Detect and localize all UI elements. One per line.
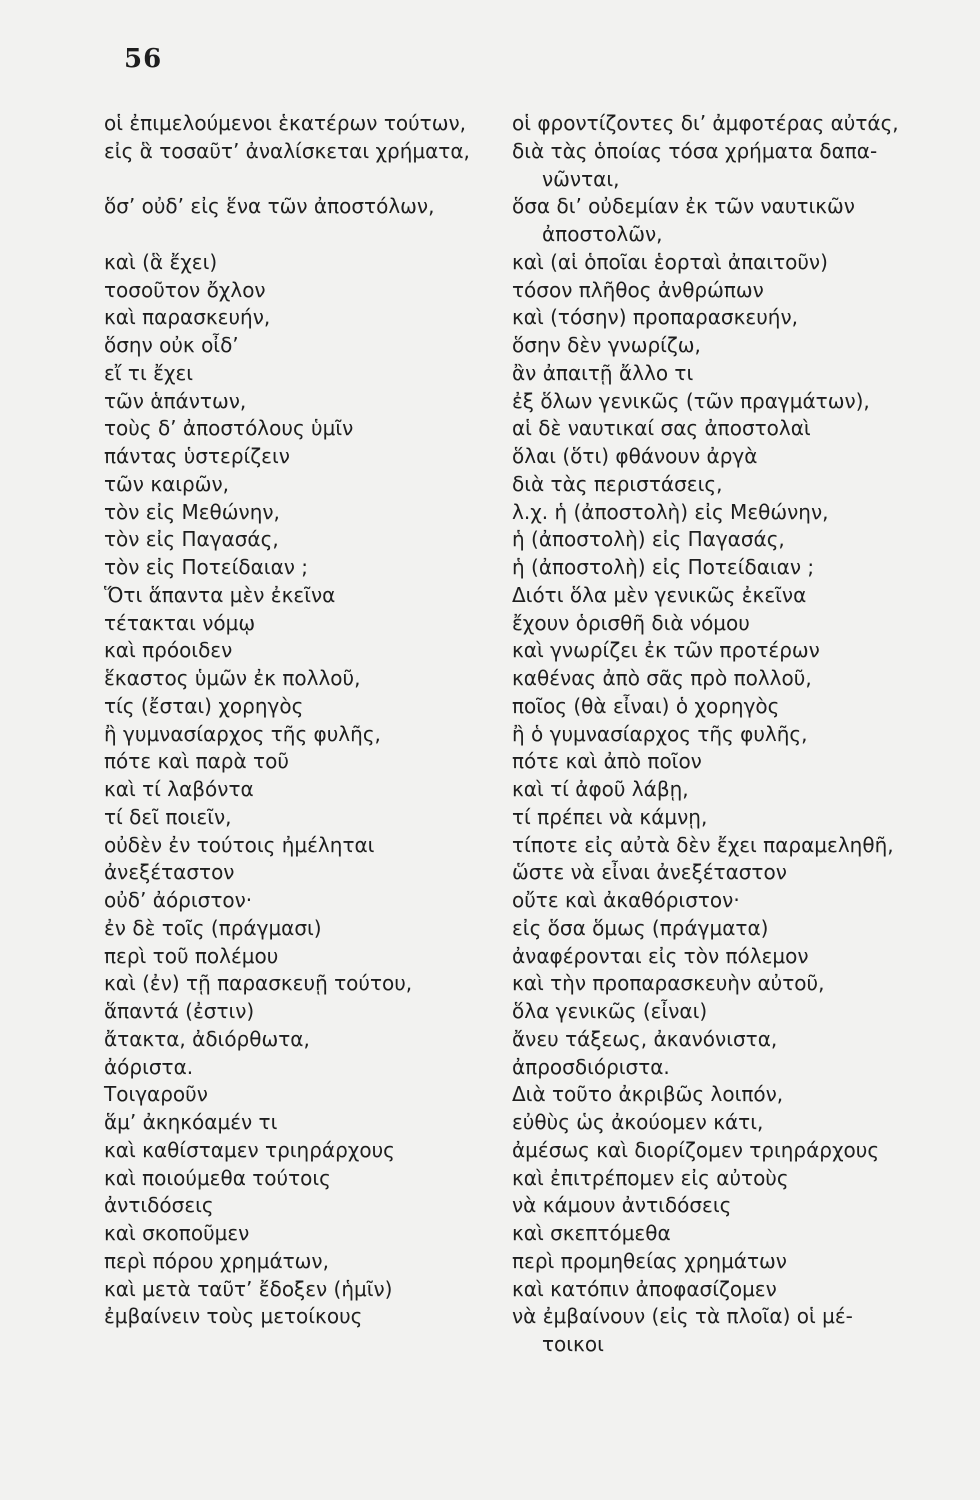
text-line: τίς (ἔσται) χορηγὸς	[104, 693, 304, 718]
text-line: οὐδὲν ἐν τούτοις ἠμέληται	[104, 832, 375, 857]
text-line: εἰς ὅσα ὅμως (πράγματα)	[512, 915, 769, 940]
text-line: ἐμβαίνειν τοὺς μετοίκους	[104, 1304, 363, 1329]
text-line: τοσοῦτον ὄχλον	[104, 277, 266, 302]
text-line: καὶ (αἱ ὁποῖαι ἑορταὶ ἀπαιτοῦν)	[512, 249, 828, 274]
text-line: πότε καὶ παρὰ τοῦ	[104, 749, 289, 774]
text-line: νὰ κάμουν ἀντιδόσεις	[512, 1193, 732, 1218]
text-line: λ.χ. ἡ (ἀποστολὴ) εἰς Μεθώνην,	[512, 499, 829, 524]
text-line: πάντας ὑστερίζειν	[104, 444, 290, 468]
text-line: ἀνεξέταστον	[104, 860, 235, 885]
text-line: τῶν καιρῶν,	[104, 471, 230, 496]
text-line: πότε καὶ ἀπὸ ποῖον	[512, 749, 702, 774]
text-line: καὶ ποιούμεθα τούτοις	[104, 1165, 331, 1190]
text-line: καὶ (τόσην) προπαρασκευήν,	[512, 305, 798, 330]
text-line: ἄτακτα, ἀδιόρθωτα,	[104, 1026, 310, 1051]
text-line: ὅσα δι’ οὐδεμίαν ἐκ τῶν ναυτικῶν	[512, 194, 855, 219]
text-line: ὥστε νὰ εἶναι ἀνεξέταστον	[512, 860, 787, 885]
text-line: διὰ τὰς ὁποίας τόσα χρήματα δαπα-	[512, 138, 878, 163]
text-line: ἄνευ τάξεως, ἀκανόνιστα,	[512, 1026, 778, 1051]
text-line: ὅσην δὲν γνωρίζω,	[512, 333, 701, 357]
text-line: καὶ σκοποῦμεν	[104, 1221, 250, 1245]
text-line: τοὺς δ’ ἀποστόλους ὑμῖν	[104, 416, 354, 441]
text-line: ἢ γυμνασίαρχος τῆς φυλῆς,	[104, 721, 381, 746]
text-line: οὐδ’ ἀόριστον·	[104, 888, 253, 912]
text-line: ἀόριστα.	[104, 1054, 194, 1079]
text-line: εἴ τι ἔχει	[104, 360, 194, 385]
text-line: ὅλαι (ὅτι) φθάνουν ἀργὰ	[512, 444, 758, 468]
text-line: Διὰ τοῦτο ἀκριβῶς λοιπόν,	[512, 1082, 784, 1107]
text-line: αἱ δὲ ναυτικαί σας ἀποστολαὶ	[512, 416, 811, 441]
text-line: ἀπροσδιόριστα.	[512, 1054, 670, 1079]
text-line: ποῖος (θὰ εἶναι) ὁ χορηγὸς	[512, 693, 780, 718]
text-line: καὶ κατόπιν ἀποφασίζομεν	[512, 1276, 777, 1301]
text-line: τὸν εἰς Μεθώνην,	[104, 499, 280, 524]
text-line: καὶ καθίσταμεν τριηράρχους	[104, 1137, 395, 1162]
text-line: καὶ (ἐν) τῇ παρασκευῇ τούτου,	[104, 971, 413, 996]
text-line: ἕκαστος ὑμῶν ἐκ πολλοῦ,	[104, 666, 361, 690]
text-line: ἅπαντά (ἐστιν)	[104, 999, 255, 1023]
text-line: εὐθὺς ὡς ἀκούομεν κάτι,	[512, 1110, 764, 1134]
text-line: καὶ (ἃ ἔχει)	[104, 249, 218, 274]
text-line: ἀντιδόσεις	[104, 1193, 214, 1218]
text-line: τὸν εἰς Ποτείδαιαν ;	[104, 555, 309, 579]
text-line: ἢ ὁ γυμνασίαρχος τῆς φυλῆς,	[512, 721, 808, 746]
text-line: ἀναφέρονται εἰς τὸν πόλεμον	[512, 943, 809, 968]
text-line: καὶ τὴν προπαρασκευὴν αὐτοῦ,	[512, 971, 825, 996]
text-line: τίποτε εἰς αὐτὰ δὲν ἔχει παραμεληθῆ,	[512, 832, 894, 857]
text-line: οἱ φροντίζοντες δι’ ἀμφοτέρας αὐτάς,	[512, 111, 899, 135]
text-line: ἡ (ἀποστολὴ) εἰς Ποτείδαιαν ;	[512, 555, 815, 579]
text-line: καὶ παρασκευήν,	[104, 305, 271, 330]
text-line: καὶ τί ἀφοῦ λάβῃ,	[512, 777, 689, 801]
text-line: εἰς ἃ τοσαῦτ’ ἀναλίσκεται χρήματα,	[104, 138, 470, 163]
text-line: περὶ τοῦ πολέμου	[104, 943, 279, 968]
text-line: ἐξ ὅλων γενικῶς (τῶν πραγμάτων),	[512, 388, 870, 413]
text-line: ἀποστολῶν,	[542, 222, 663, 246]
text-line: νὰ ἐμβαίνουν (εἰς τὰ πλοῖα) οἱ μέ-	[512, 1304, 853, 1329]
text-line: καὶ ἐπιτρέπομεν εἰς αὐτοὺς	[512, 1165, 789, 1190]
text-line: Τοιγαροῦν	[104, 1082, 208, 1107]
text-line: καὶ σκεπτόμεθα	[512, 1221, 671, 1245]
text-line: καὶ μετὰ ταῦτ’ ἔδοξεν (ἡμῖν)	[104, 1276, 393, 1301]
text-line: τόσον πλῆθος ἀνθρώπων	[512, 277, 764, 302]
text-line: καὶ πρόοιδεν	[104, 638, 233, 663]
text-line: περὶ προμηθείας χρημάτων	[512, 1248, 787, 1273]
text-line: τοικοι	[542, 1332, 604, 1356]
text-line: τῶν ἁπάντων,	[104, 388, 247, 413]
text-line: ἂν ἀπαιτῇ ἄλλο τι	[512, 360, 694, 385]
text-line: ὅσ’ οὐδ’ εἰς ἕνα τῶν ἀποστόλων,	[104, 194, 435, 219]
text-line: ὅλα γενικῶς (εἶναι)	[512, 999, 708, 1023]
text-line	[104, 221, 500, 249]
text-line: περὶ πόρου χρημάτων,	[104, 1248, 329, 1273]
text-line: ὅσην οὐκ οἶδ’	[104, 333, 239, 357]
text-line: τὸν εἰς Παγασάς,	[104, 527, 279, 552]
text-line: οὔτε καὶ ἀκαθόριστον·	[512, 888, 740, 912]
text-line: Ὅτι ἅπαντα μὲν ἐκεῖνα	[104, 582, 336, 607]
page-number: 56	[124, 44, 163, 74]
text-line: ἀμέσως καὶ διορίζομεν τριηράρχους	[512, 1137, 880, 1162]
text-line: καθένας ἀπὸ σᾶς πρὸ πολλοῦ,	[512, 666, 812, 690]
text-line: ἔχουν ὁρισθῆ διὰ νόμου	[512, 610, 750, 635]
modern-greek-translation-column	[512, 110, 940, 1359]
text-line: ἐν δὲ τοῖς (πράγμασι)	[104, 915, 322, 940]
text-line: καὶ τί λαβόντα	[104, 777, 254, 801]
ancient-greek-column	[104, 110, 500, 1331]
text-line: Διότι ὅλα μὲν γενικῶς ἐκεῖνα	[512, 582, 807, 607]
text-line: τί δεῖ ποιεῖν,	[104, 804, 232, 829]
text-line: οἱ ἐπιμελούμενοι ἑκατέρων τούτων,	[104, 111, 467, 135]
text-line: ἅμ’ ἀκηκόαμέν τι	[104, 1110, 278, 1134]
text-line	[104, 166, 500, 194]
text-line: νῶνται,	[542, 166, 620, 191]
text-line: τί πρέπει νὰ κάμνῃ,	[512, 804, 708, 829]
text-line: ἡ (ἀποστολὴ) εἰς Παγασάς,	[512, 527, 785, 552]
text-line: τέτακται νόμῳ	[104, 610, 256, 635]
text-line: διὰ τὰς περιστάσεις,	[512, 471, 723, 496]
text-line: καὶ γνωρίζει ἐκ τῶν προτέρων	[512, 638, 820, 663]
